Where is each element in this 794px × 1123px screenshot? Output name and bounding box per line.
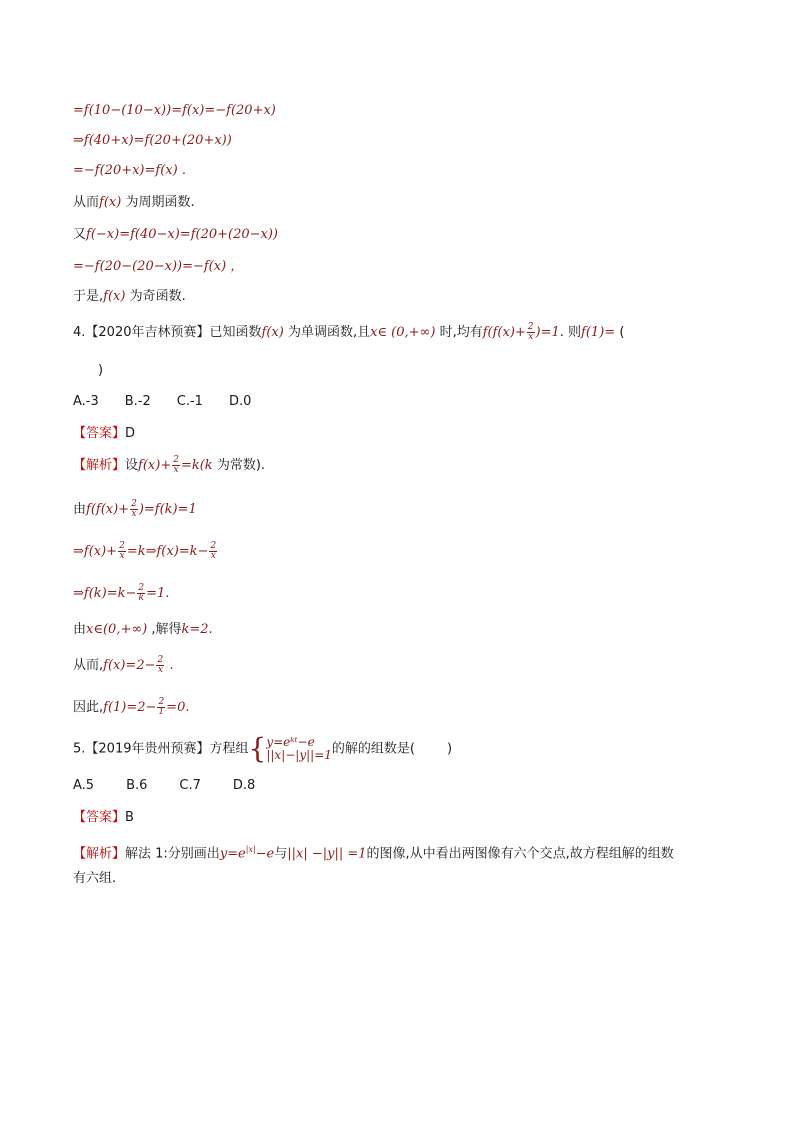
text: 时,均有 bbox=[439, 325, 483, 340]
answer-tag: 【答案】 bbox=[73, 426, 126, 441]
text: 解法 1:分别画出 bbox=[125, 846, 220, 862]
analysis-tag: 【解析】 bbox=[73, 846, 126, 862]
answer-value: B bbox=[125, 810, 134, 825]
math: f(1)=2− bbox=[103, 700, 157, 715]
text: 为奇函数. bbox=[125, 289, 186, 304]
math-superscript: |x| bbox=[245, 845, 256, 854]
option-a[interactable]: A.-3 bbox=[73, 394, 99, 409]
option-b[interactable]: B.-2 bbox=[124, 394, 151, 409]
math: =k⇒f(x)=k− bbox=[126, 544, 209, 559]
text: 又 bbox=[73, 227, 87, 242]
option-d[interactable]: D.8 bbox=[232, 778, 256, 793]
derivation-line-6: =−f(20−(20−x))=−f(x) ， bbox=[73, 259, 244, 274]
question-source-tag: 【2020年吉林预赛】 bbox=[85, 325, 210, 340]
math: f(x) bbox=[103, 289, 126, 304]
math: )=1 bbox=[535, 325, 560, 340]
text: ( bbox=[619, 325, 625, 340]
math: f(1)= bbox=[581, 325, 620, 340]
question-5-options bbox=[73, 776, 255, 796]
question-4-answer bbox=[73, 424, 135, 444]
question-4-analysis-3 bbox=[73, 542, 218, 562]
text: 由 bbox=[73, 622, 87, 637]
math: )=f(k)=1 bbox=[138, 502, 197, 517]
text: 由 bbox=[73, 502, 87, 517]
question-5-answer bbox=[73, 808, 134, 828]
question-4-options bbox=[73, 392, 251, 412]
fraction: $\frac{2}{x}$ bbox=[527, 322, 534, 342]
text: 与 bbox=[274, 846, 288, 862]
option-b[interactable]: B.6 bbox=[126, 778, 148, 793]
option-d[interactable]: D.0 bbox=[228, 394, 252, 409]
text: 设 bbox=[125, 458, 139, 473]
derivation-line-2: ⇒f(40+x)=f(20+(20+x)) bbox=[73, 133, 232, 148]
text: 的解的组数是( bbox=[331, 741, 415, 757]
question-4-analysis-7 bbox=[73, 698, 189, 718]
math: =1. bbox=[146, 586, 170, 601]
derivation-line-5 bbox=[73, 225, 278, 245]
derivation-line-4 bbox=[73, 193, 195, 213]
fraction: $\frac{2}{x}$ bbox=[119, 541, 125, 561]
question-4-stem bbox=[73, 323, 624, 343]
math: f(f(x)+ bbox=[482, 325, 526, 340]
text: 因此, bbox=[73, 700, 104, 715]
text: . 则 bbox=[559, 325, 582, 340]
derivation-line-1: =f(10−(10−x))=f(x)=−f(20+x) bbox=[73, 103, 276, 118]
text: 于是, bbox=[73, 289, 104, 304]
text: 的图像,从中看出两图像有六个交点,故方程组解的组数 bbox=[366, 846, 674, 862]
question-5-stem bbox=[73, 732, 453, 765]
question-4-analysis-1 bbox=[73, 456, 265, 476]
question-4-analysis-2 bbox=[73, 500, 197, 520]
math: f(x)+ bbox=[138, 458, 172, 473]
math: ⇒f(k)=k− bbox=[73, 586, 137, 601]
text: ) bbox=[446, 741, 453, 757]
math: f(x) bbox=[261, 325, 284, 340]
math: =k(k bbox=[180, 458, 213, 473]
text: 为周期函数. bbox=[121, 195, 195, 210]
text: 从而 bbox=[73, 195, 100, 210]
fraction: $\frac{2}{k}$ bbox=[138, 583, 145, 603]
math: x∈ bbox=[370, 325, 388, 340]
option-a[interactable]: A.5 bbox=[73, 778, 95, 793]
math: f(f(x)+ bbox=[86, 502, 130, 517]
derivation-line-7 bbox=[73, 287, 186, 307]
fraction: $\frac{2}{1}$ bbox=[158, 697, 165, 717]
text: 为单调函数,且 bbox=[283, 325, 371, 340]
answer-value: D bbox=[125, 426, 136, 441]
math: . bbox=[165, 658, 174, 673]
math: ⇒f(x)+ bbox=[73, 544, 118, 559]
math: =0. bbox=[166, 700, 190, 715]
math: f(x) bbox=[99, 195, 122, 210]
equation-1: y=eᵏᵗ−e bbox=[266, 735, 315, 749]
text: 方程组 bbox=[209, 741, 249, 757]
question-5-analysis-2: 有六组. bbox=[73, 871, 117, 886]
math: k=2. bbox=[181, 622, 213, 637]
math: x∈(0,+∞) bbox=[86, 622, 148, 637]
equation-system-brace: { bbox=[248, 732, 267, 765]
equation-2: ||x|−|y||=1 bbox=[266, 748, 332, 762]
question-4-analysis-6 bbox=[73, 656, 173, 676]
text: 已知函数 bbox=[209, 325, 262, 340]
fraction: $\frac{2}{x}$ bbox=[131, 499, 137, 519]
math: f(x)=2− bbox=[103, 658, 156, 673]
fraction: $\frac{2}{x}$ bbox=[157, 655, 164, 675]
math: ||x| −|y|| =1 bbox=[287, 846, 367, 862]
math: (0,+∞) bbox=[387, 325, 440, 340]
question-number: 5. bbox=[73, 741, 86, 757]
derivation-line-3: =−f(20+x)=f(x) . bbox=[73, 163, 186, 178]
math: y=e bbox=[219, 846, 246, 862]
option-c[interactable]: C.-1 bbox=[176, 394, 203, 409]
question-source-tag: 【2019年贵州预赛】 bbox=[85, 741, 210, 757]
question-4-close-paren: ) bbox=[98, 363, 104, 378]
question-4-analysis-4 bbox=[73, 584, 169, 604]
question-4-analysis-5 bbox=[73, 620, 213, 640]
answer-tag: 【答案】 bbox=[73, 810, 126, 825]
analysis-tag: 【解析】 bbox=[73, 458, 126, 473]
fraction: $\frac{2}{x}$ bbox=[210, 541, 217, 561]
option-c[interactable]: C.7 bbox=[179, 778, 201, 793]
equation-system bbox=[266, 736, 332, 762]
fraction: $\frac{2}{x}$ bbox=[173, 455, 179, 475]
text: ,解得 bbox=[147, 622, 182, 637]
question-number: 4. bbox=[73, 325, 86, 340]
question-5-analysis-1 bbox=[73, 840, 674, 864]
text: 为常数). bbox=[212, 458, 266, 473]
math: −e bbox=[255, 846, 275, 862]
math: f(−x)=f(40−x)=f(20+(20−x)) bbox=[86, 227, 279, 242]
text: 从而, bbox=[73, 658, 104, 673]
